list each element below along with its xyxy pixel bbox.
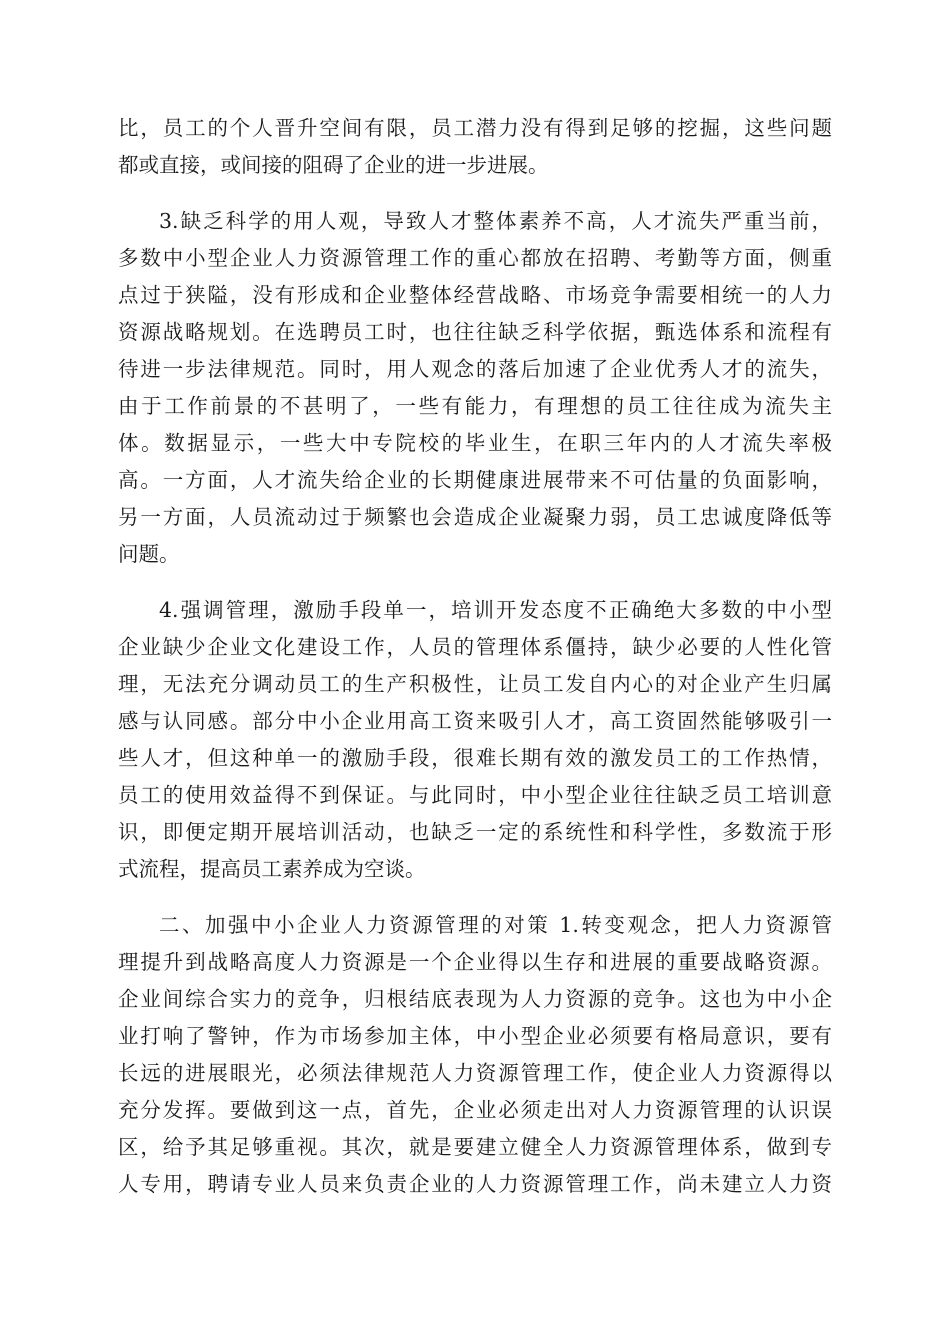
paragraph-countermeasures bbox=[118, 907, 832, 1203]
text-line: 体。数据显示，一些大中专院校的毕业生，在职三年内的人才流失率极 bbox=[118, 431, 832, 455]
text-line: 理，无法充分调动员工的生产积极性，让员工发自内心的对企业产生归属 bbox=[118, 672, 832, 696]
text-line: 式流程，提高员工素养成为空谈。 bbox=[118, 857, 426, 881]
document-body bbox=[118, 110, 832, 1222]
text-line: 待进一步法律规范。同时，用人观念的落后加速了企业优秀人才的流失， bbox=[118, 357, 832, 381]
text-line: 业打响了警钟，作为市场参加主体，中小型企业必须要有格局意识，要有 bbox=[118, 1024, 832, 1048]
text-line: 都或直接，或间接的阻碍了企业的进一步进展。 bbox=[118, 153, 549, 177]
text-line: 区，给予其足够重视。其次，就是要建立健全人力资源管理体系，做到专 bbox=[118, 1135, 832, 1159]
text-line: 感与认同感。部分中小企业用高工资来吸引人才，高工资固然能够吸引一 bbox=[118, 709, 832, 733]
text-line: 长远的进展眼光，必须法律规范人力资源管理工作，使企业人力资源得以 bbox=[118, 1061, 832, 1085]
text-line: 问题。 bbox=[118, 542, 180, 566]
text-line: 人专用，聘请专业人员来负责企业的人力资源管理工作，尚未建立人力资 bbox=[118, 1172, 832, 1196]
text-line: 企业缺少企业文化建设工作，人员的管理体系僵持，缺少必要的人性化管 bbox=[118, 635, 832, 659]
text-line: 充分发挥。要做到这一点，首先，企业必须走出对人力资源管理的认识误 bbox=[118, 1098, 832, 1122]
paragraph-continuation bbox=[118, 110, 832, 184]
text-line: 些人才，但这种单一的激励手段，很难长期有效的激发员工的工作热情， bbox=[118, 746, 832, 770]
text-line: 3.缺乏科学的用人观，导致人才整体素养不高，人才流失严重当前， bbox=[159, 209, 832, 233]
text-line: 识，即便定期开展培训活动，也缺乏一定的系统性和科学性，多数流于形 bbox=[118, 820, 832, 844]
text-line: 资源战略规划。在选聘员工时，也往往缺乏科学依据，甄选体系和流程有 bbox=[118, 320, 832, 344]
text-line: 高。一方面，人才流失给企业的长期健康进展带来不可估量的负面影响， bbox=[118, 468, 832, 492]
text-line: 二、加强中小企业人力资源管理的对策 1.转变观念，把人力资源管 bbox=[159, 913, 832, 937]
text-line: 另一方面，人员流动过于频繁也会造成企业凝聚力弱，员工忠诚度降低等 bbox=[118, 505, 832, 529]
text-line: 理提升到战略高度人力资源是一个企业得以生存和进展的重要战略资源。 bbox=[118, 950, 832, 974]
paragraph-talent-view bbox=[118, 203, 832, 573]
text-line: 员工的使用效益得不到保证。与此同时，中小型企业往往缺乏员工培训意 bbox=[118, 783, 832, 807]
text-line: 4.强调管理，激励手段单一，培训开发态度不正确绝大多数的中小型 bbox=[159, 598, 832, 622]
text-line: 企业间综合实力的竞争，归根结底表现为人力资源的竞争。这也为中小企 bbox=[118, 987, 832, 1011]
text-line: 比，员工的个人晋升空间有限，员工潜力没有得到足够的挖掘，这些问题 bbox=[118, 116, 832, 140]
text-line: 点过于狭隘，没有形成和企业整体经营战略、市场竞争需要相统一的人力 bbox=[118, 283, 832, 307]
paragraph-management-incentives bbox=[118, 592, 832, 888]
text-line: 多数中小型企业人力资源管理工作的重心都放在招聘、考勤等方面，侧重 bbox=[118, 246, 832, 270]
text-line: 由于工作前景的不甚明了，一些有能力，有理想的员工往往成为流失主 bbox=[118, 394, 832, 418]
